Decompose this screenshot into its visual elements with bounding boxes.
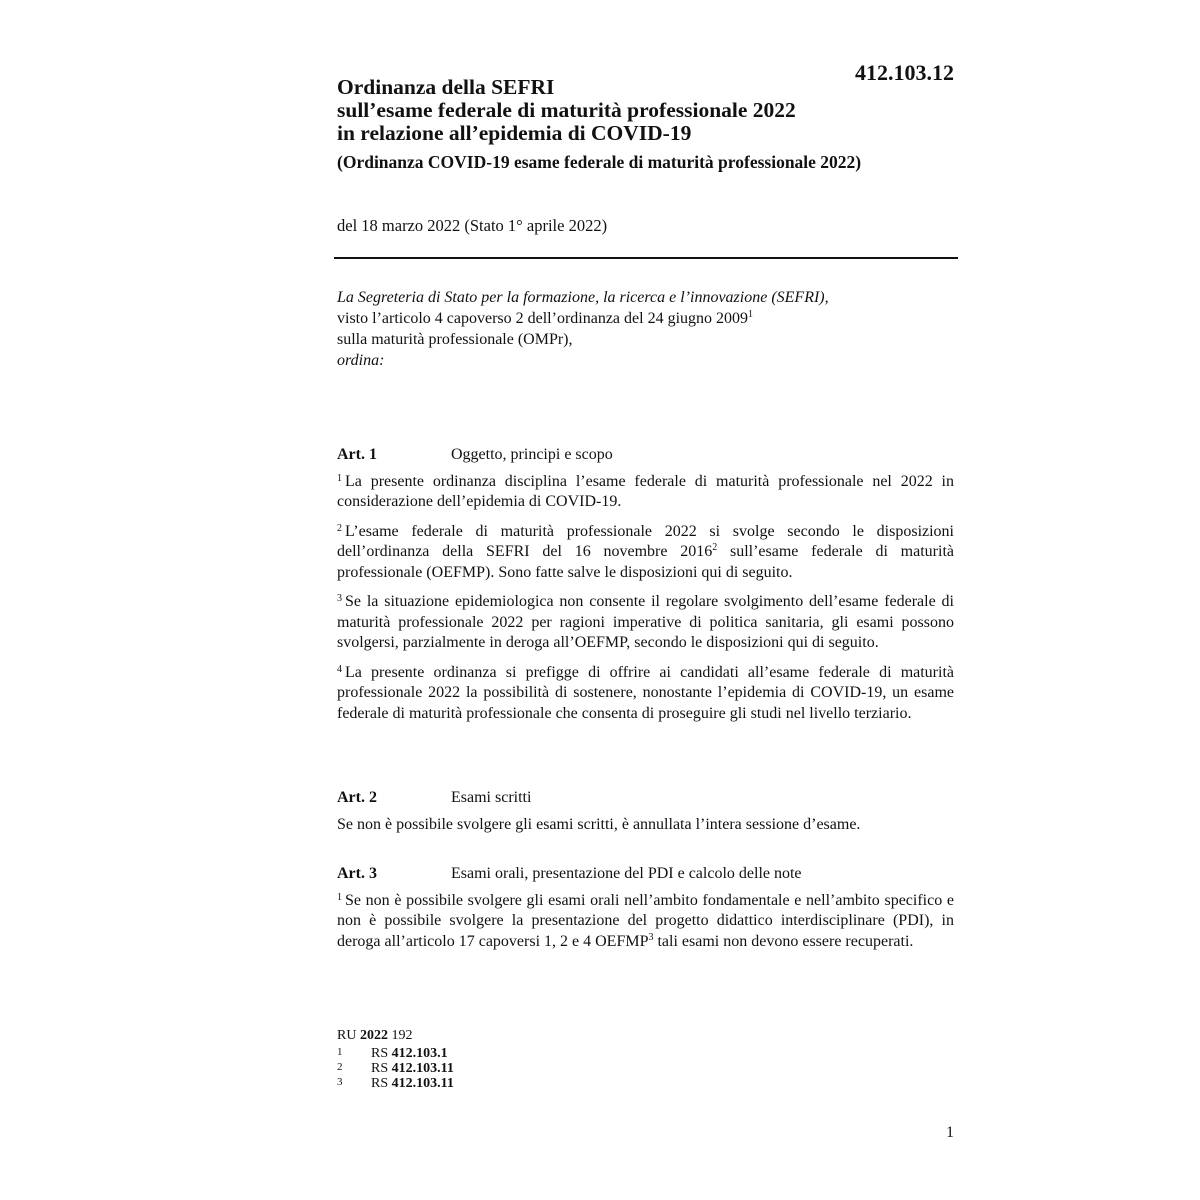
- paragraph-text: L’esame federale di maturità professionale 2022 si svolge secondo le disposizioni dell’ordinanza della SEFRI del 16 novembre 2016: [337, 522, 954, 560]
- title-line-1: Ordinanza della SEFRI: [337, 75, 555, 99]
- ru-year: 2022: [359, 1028, 388, 1043]
- date-line: del 18 marzo 2022 (Stato 1° aprile 2022): [337, 216, 608, 235]
- article-title: Esami scritti: [451, 789, 532, 806]
- article-title: Esami orali, presentazione del PDI e calcolo delle note: [451, 865, 802, 882]
- article-number: Art. 2: [337, 789, 377, 806]
- preamble-basis-line-1: [337, 308, 957, 329]
- ru-page: 192: [391, 1028, 413, 1043]
- paragraph-number: 4: [337, 663, 342, 675]
- paragraph-text-cont: sull’esame federale di maturità professionale (OEFMP). Sono fatte salve le disposizioni qui di seguito.: [337, 543, 954, 581]
- article-number: Art. 1: [337, 446, 377, 463]
- article-heading: [337, 445, 954, 466]
- paragraph-text: La presente ordinanza disciplina l’esame federale di maturità professionale nel 2022 in considerazione dell’epidemia di COVID-19.: [337, 472, 954, 510]
- preamble: [337, 287, 957, 371]
- footnote-number: 1: [337, 1046, 343, 1058]
- footnote-ref-1[interactable]: 1: [748, 309, 754, 320]
- ru-prefix: RU: [337, 1028, 357, 1043]
- short-title: (Ordinanza COVID-19 esame federale di maturità professionale 2022): [337, 152, 862, 172]
- sr-number: 412.103.12: [855, 60, 954, 85]
- header-divider: [334, 257, 958, 259]
- footnote-2: [337, 1061, 737, 1076]
- article-1: [337, 445, 954, 733]
- footnote-prefix: RS: [371, 1046, 389, 1061]
- footnote-ref-3[interactable]: 3: [648, 931, 654, 943]
- article-2: [337, 788, 954, 844]
- title-line-3: in relazione all’epidemia di COVID-19: [337, 121, 692, 145]
- footnote-prefix: RS: [371, 1076, 389, 1091]
- article-title: Oggetto, principi e scopo: [451, 446, 613, 463]
- paragraph: [337, 522, 954, 584]
- paragraph: [337, 592, 954, 654]
- title-block: [337, 76, 957, 173]
- footnote-number: 3: [337, 1076, 343, 1088]
- article-3: [337, 864, 954, 961]
- article-heading: [337, 864, 954, 885]
- footnote-ref: 412.103.1: [391, 1046, 448, 1061]
- title-line-2: sull’esame federale di maturità professionale 2022: [337, 98, 796, 122]
- paragraph: [337, 891, 954, 953]
- preamble-basis-line-2: sulla maturità professionale (OMPr),: [337, 331, 573, 348]
- footnote-1: [337, 1046, 737, 1061]
- preamble-authority: La Segreteria di Stato per la formazione, la ricerca e l’innovazione (SEFRI),: [337, 289, 829, 306]
- preamble-basis-text: visto l’articolo 4 capoverso 2 dell’ordinanza del 24 giugno 2009: [337, 310, 749, 327]
- preamble-ordina: ordina:: [337, 352, 385, 369]
- paragraph: [337, 815, 954, 836]
- paragraph-number: 1: [337, 891, 342, 903]
- footnote-ref: 412.103.11: [391, 1061, 454, 1076]
- footnote-prefix: RS: [371, 1061, 389, 1076]
- footnote-ref-2[interactable]: 2: [712, 542, 718, 553]
- page-number: 1: [946, 1124, 954, 1141]
- footnote-3: [337, 1076, 737, 1091]
- paragraph-number: 3: [337, 593, 342, 604]
- ru-reference: [337, 1028, 737, 1043]
- paragraph-number: 1: [337, 472, 342, 484]
- paragraph-text: Se la situazione epidemiologica non consente il regolare svolgimento dell’esame federale di maturità professionale 2022 per ragioni imperative di politica sanitaria, gli esami possono svolgersi, parzialmente in deroga all’OEFMP, secondo le disposizioni qui di seguito.: [337, 593, 954, 651]
- paragraph-text: La presente ordinanza si prefigge di offrire ai candidati all’esame federale di maturità professionale 2022 la possibilità di sostenere, nonostante l’epidemia di COVID-19, un esame federale di maturità professionale che consenta di proseguire gli studi nel livello terziario.: [337, 663, 954, 722]
- paragraph-number: 2: [337, 522, 342, 534]
- paragraph: [337, 472, 954, 513]
- article-number: Art. 3: [337, 865, 377, 882]
- article-heading: [337, 788, 954, 809]
- paragraph-text: Se non è possibile svolgere gli esami scritti, è annullata l’intera sessione d’esame.: [337, 815, 861, 833]
- paragraph-text-cont: tali esami non devono essere recuperati.: [653, 932, 914, 950]
- paragraph: [337, 663, 954, 725]
- footnote-number: 2: [337, 1061, 343, 1073]
- footnotes: [337, 1028, 737, 1091]
- footnote-ref: 412.103.11: [391, 1076, 454, 1091]
- paragraph-text: Se non è possibile svolgere gli esami orali nell’ambito fondamentale e nell’ambito specifico e non è possibile svolgere la presentazione del progetto didattico interdisciplinare (PDI), in deroga all’articolo 17 capoversi 1, 2 e 4 OEFMP: [337, 891, 954, 950]
